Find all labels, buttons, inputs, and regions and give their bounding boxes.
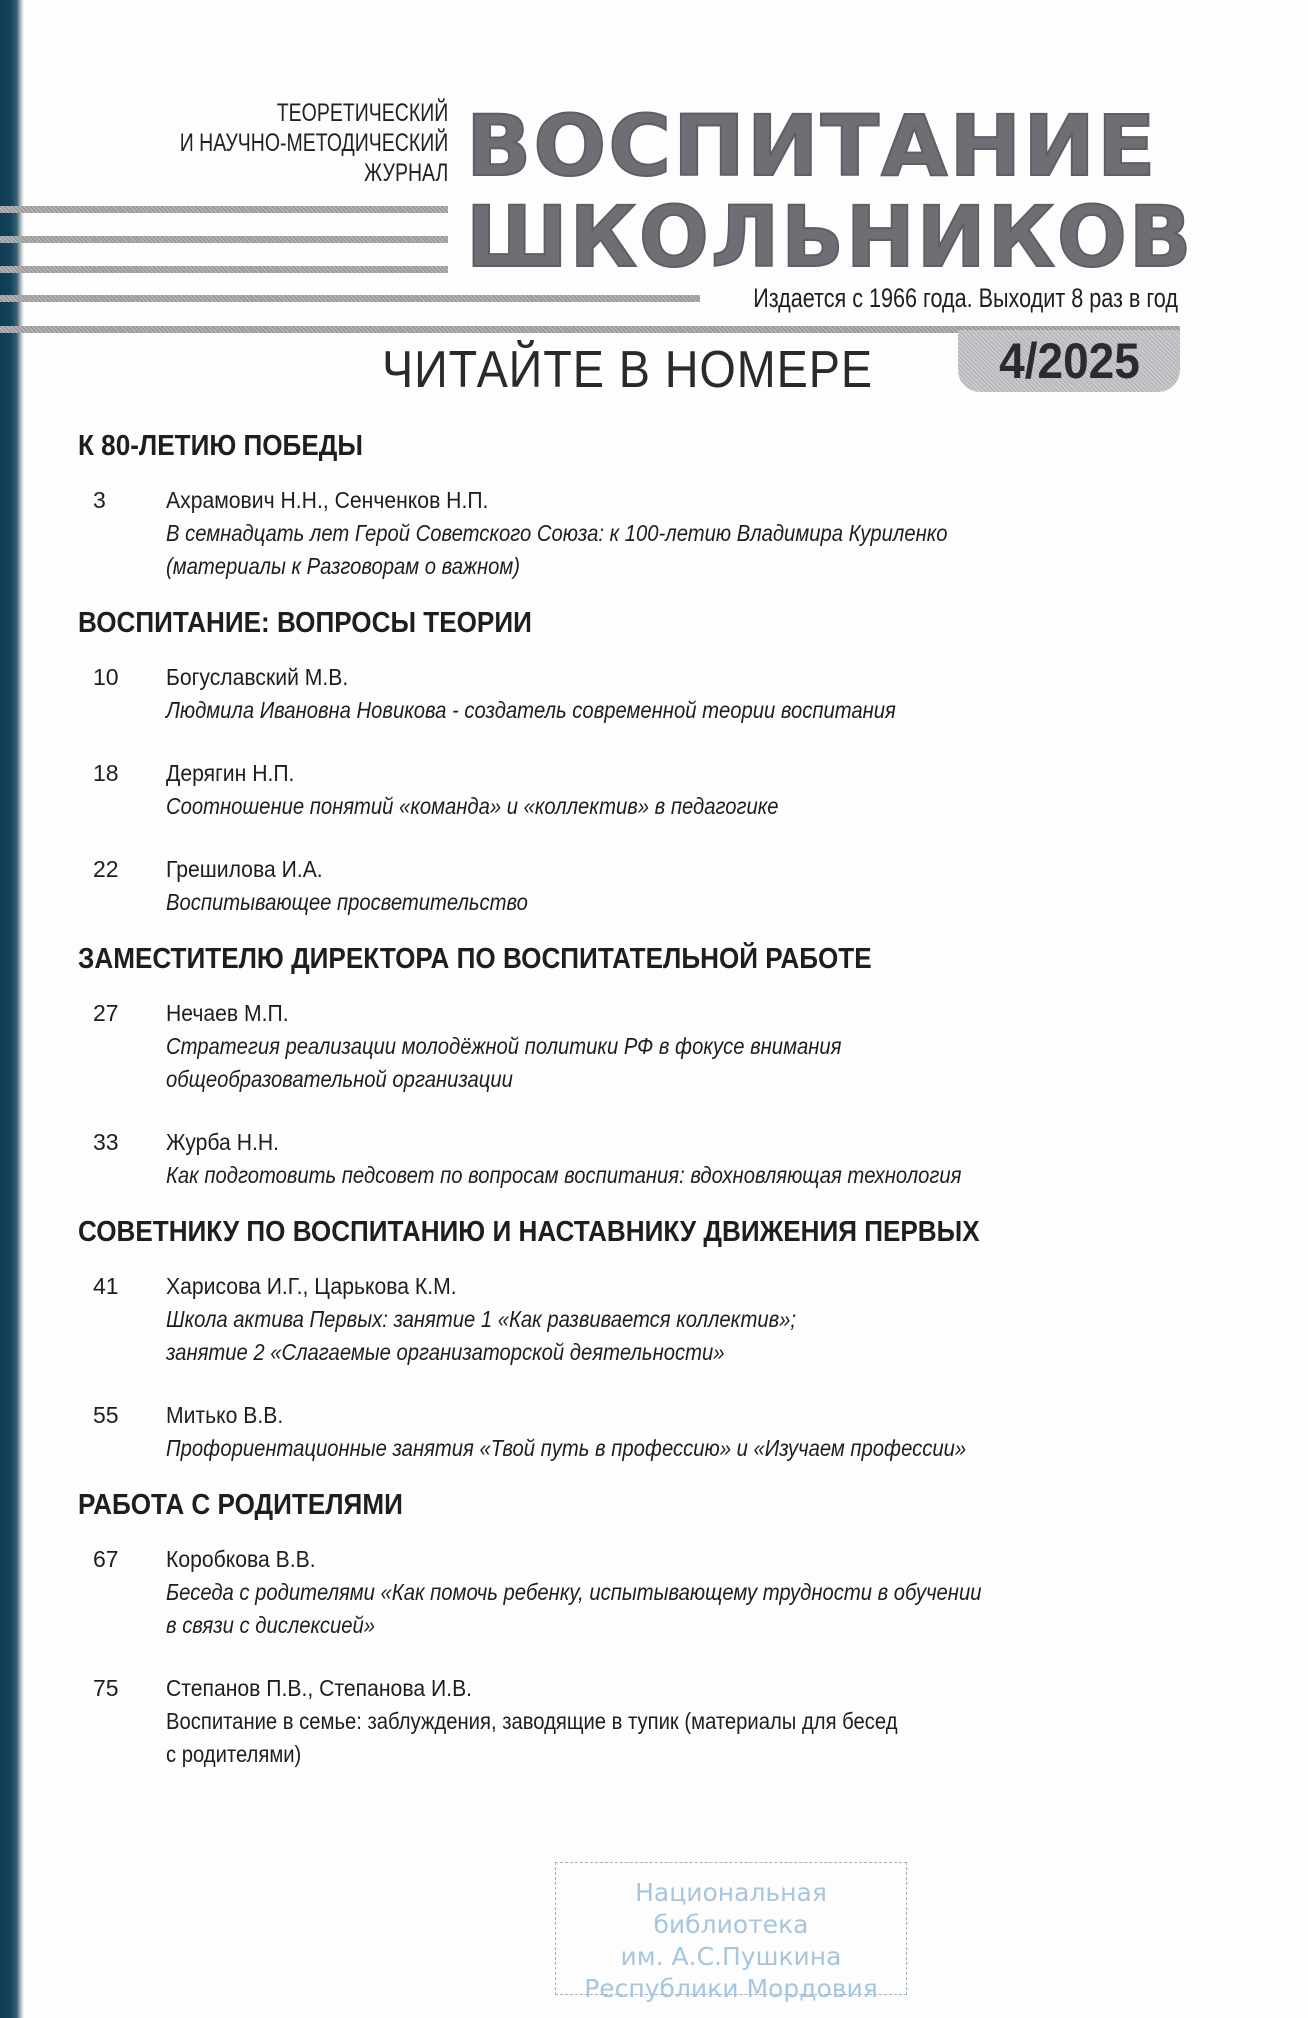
header-stripe [0,206,448,213]
article-title-line: Стратегия реализации молодёжной политики РФ в фокусе внимания [166,1033,842,1059]
publication-note: Издается с 1966 года. Выходит 8 раз в год [753,283,1178,313]
section-title: ВОСПИТАНИЕ: ВОПРОСЫ ТЕОРИИ [78,607,532,639]
toc-section [78,605,1228,919]
page-number: 22 [93,856,119,882]
toc-entry[interactable] [78,997,1228,1096]
stamp-line: им. А.С.Пушкина [620,1942,842,1971]
page-number: 75 [93,1675,119,1701]
issue-number-badge [958,330,1180,392]
article-authors: Журба Н.Н. [166,1129,280,1155]
masthead-line-2: ШКОЛЬНИКОВ [466,188,1194,286]
subtitle-line: И НАУЧНО-МЕТОДИЧЕСКИЙ [179,129,448,157]
issue-number: 4/2025 [998,333,1140,389]
article-authors: Дерягин Н.П. [166,760,295,786]
article-title-line: с родителями) [166,1741,302,1767]
article-authors: Харисова И.Г., Царькова К.М. [166,1273,457,1299]
page-number: 18 [93,760,119,786]
subtitle-line: ЖУРНАЛ [363,159,448,187]
article-title-line: Как подготовить педсовет по вопросам воспитания: вдохновляющая технология [166,1162,962,1188]
toc-entry[interactable] [78,1270,1228,1369]
article-title-line: (материалы к Разговорам о важном) [166,553,520,579]
toc-entry[interactable] [78,661,1228,727]
article-title-line: Беседа с родителями «Как помочь ребенку, испытывающему трудности в обучении [166,1579,982,1605]
section-title: СОВЕТНИКУ ПО ВОСПИТАНИЮ И НАСТАВНИКУ ДВИЖЕНИЯ ПЕРВЫХ [78,1216,980,1248]
toc-entry[interactable] [78,853,1228,919]
entry-body [166,1672,1228,1771]
toc-entry[interactable] [78,1672,1228,1771]
article-title-line: общеобразовательной организации [166,1066,513,1092]
page-number: 10 [93,664,119,690]
page-number: 41 [93,1273,119,1299]
library-stamp [555,1862,907,2003]
entry-body [166,1399,1228,1465]
article-title-line: Соотношение понятий «команда» и «коллектив» в педагогике [166,793,779,819]
header-stripe [0,236,448,243]
header-stripe [0,295,700,302]
subtitle-line: ТЕОРЕТИЧЕСКИЙ [276,99,448,127]
article-authors: Коробкова В.В. [166,1546,316,1572]
entry-body [166,1270,1228,1369]
toc-entry[interactable] [78,484,1228,583]
page-number: 33 [93,1129,119,1155]
entry-body [166,853,1228,919]
article-title-line: в связи с дислексией» [166,1612,375,1638]
journal-spine-edge [0,0,24,2018]
section-title: РАБОТА С РОДИТЕЛЯМИ [78,1489,403,1521]
entry-body [166,997,1228,1096]
header-stripe [0,266,448,273]
entry-body [166,757,1228,823]
article-title-line: Воспитывающее просветительство [166,889,528,915]
entry-body [166,1126,1228,1192]
stamp-line: Республики Мордовия [584,1974,878,2003]
stamp-line: Национальная библиотека [635,1878,827,1939]
article-authors: Грешилова И.А. [166,856,323,882]
page-number: 67 [93,1546,119,1572]
article-title-line: Школа актива Первых: занятие 1 «Как развивается коллектив»; [166,1306,797,1332]
toc-entry[interactable] [78,1543,1228,1642]
toc-section [78,1214,1228,1465]
page-number: 27 [93,1000,119,1026]
entry-body [166,661,1228,727]
page-number: 55 [93,1402,119,1428]
section-title: К 80-ЛЕТИЮ ПОБЕДЫ [78,430,363,462]
article-authors: Ахрамович Н.Н., Сенченков Н.П. [166,487,489,513]
masthead-line-1: ВОСПИТАНИЕ [466,97,1158,195]
entry-body [166,1543,1228,1642]
toc-section [78,1487,1228,1771]
read-in-issue-heading: ЧИТАЙТЕ В НОМЕРЕ [382,341,873,399]
article-title-line: Воспитание в семье: заблуждения, заводящие в тупик (материалы для бесед [166,1708,898,1734]
article-authors: Богуславский М.В. [166,664,349,690]
article-title-line: занятие 2 «Слагаемые организаторской деятельности» [166,1339,725,1365]
article-authors: Митько В.В. [166,1402,284,1428]
toc-section [78,428,1228,583]
journal-subtitle [179,98,448,188]
section-title: ЗАМЕСТИТЕЛЮ ДИРЕКТОРА ПО ВОСПИТАТЕЛЬНОЙ РАБОТЕ [78,943,872,975]
article-authors: Нечаев М.П. [166,1000,289,1026]
table-of-contents [78,428,1228,1793]
toc-section [78,941,1228,1192]
entry-body [166,484,1228,583]
toc-entry[interactable] [78,1126,1228,1192]
article-title-line: Профориентационные занятия «Твой путь в профессию» и «Изучаем профессии» [166,1435,967,1461]
article-title-line: Людмила Ивановна Новикова - создатель современной теории воспитания [166,697,896,723]
toc-entry[interactable] [78,757,1228,823]
page-number: 3 [93,487,106,513]
article-title-line: В семнадцать лет Герой Советского Союза: к 100-летию Владимира Куриленко [166,520,948,546]
toc-entry[interactable] [78,1399,1228,1465]
article-authors: Степанов П.В., Степанова И.В. [166,1675,473,1701]
